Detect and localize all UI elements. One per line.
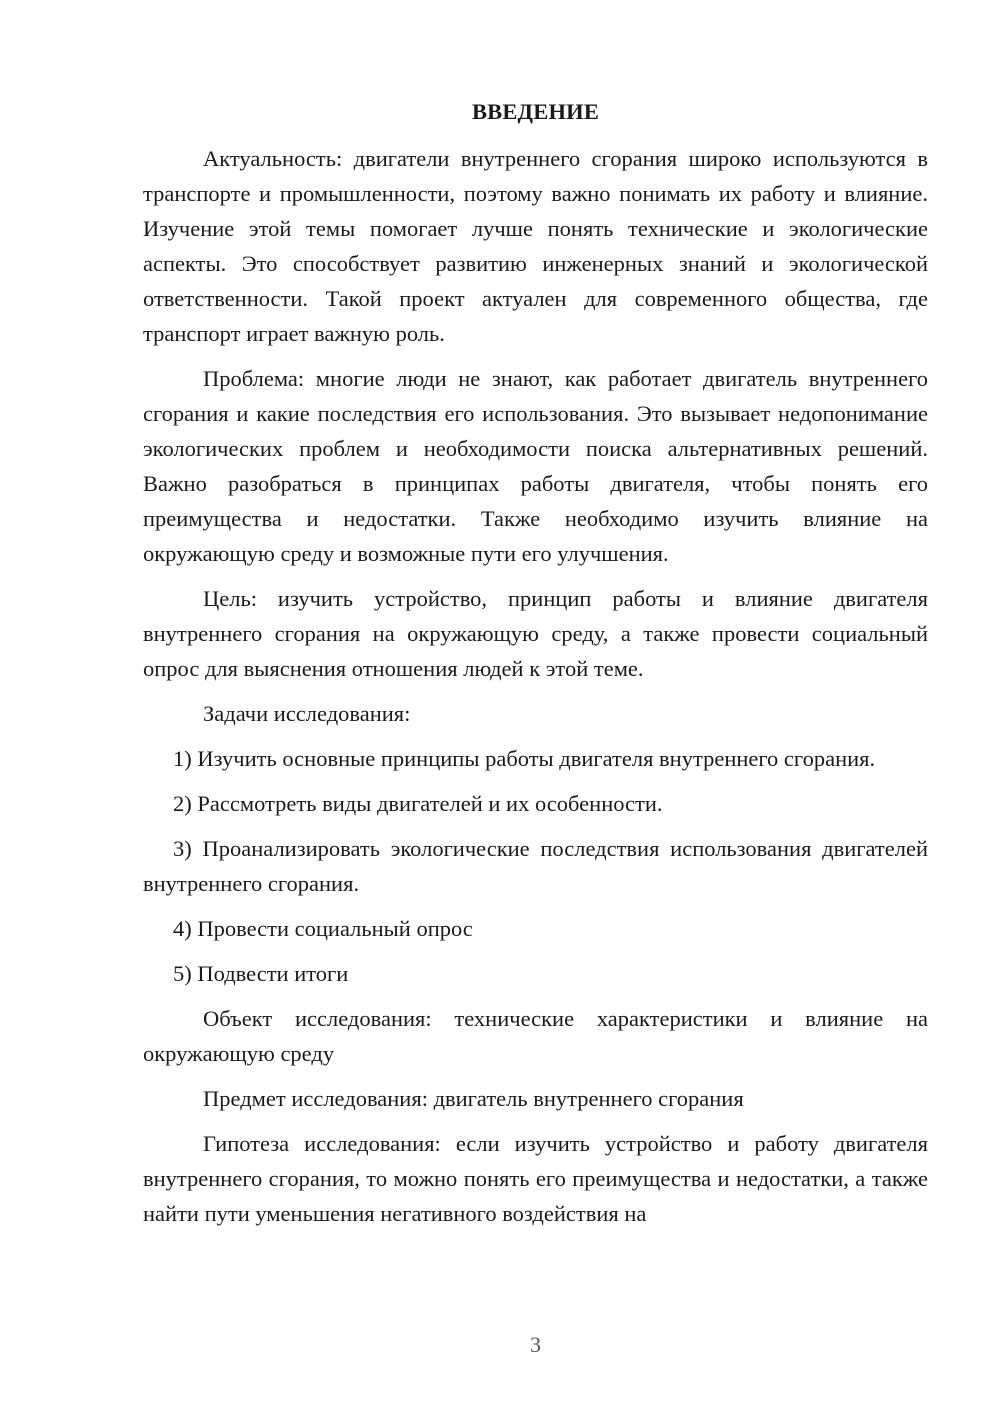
page-number: 3 xyxy=(530,1332,541,1357)
document-body xyxy=(143,94,928,1241)
section-heading: ВВЕДЕНИЕ xyxy=(471,99,600,124)
hypothesis-paragraph: Гипотеза исследования: если изучить устройство и работу двигателя внутреннего сгорания, то можно понять его преимущества и недостатки, а также найти пути уменьшения негативного воздействия на xyxy=(143,1131,928,1226)
tasks-list xyxy=(143,741,928,991)
task-item: 4) Провести социальный опрос xyxy=(173,916,473,941)
task-item: 1) Изучить основные принципы работы двигателя внутреннего сгорания. xyxy=(173,746,876,771)
task-item: 3) Проанализировать экологические последствия использования двигателей внутреннего сгорания. xyxy=(143,836,928,896)
problem-paragraph: Проблема: многие люди не знают, как работает двигатель внутреннего сгорания и какие последствия его использования. Это вызывает недопонимание экологических проблем и необходимости поиска альтернативных решений. Важно разобраться в принципах работы двигателя, чтобы понять его преимущества и недостатки. Также необходимо изучить влияние на окружающую среду и возможные пути его улучшения. xyxy=(143,366,928,566)
task-item: 5) Подвести итоги xyxy=(173,961,349,986)
tasks-title: Задачи исследования: xyxy=(203,701,411,726)
goal-paragraph: Цель: изучить устройство, принцип работы и влияние двигателя внутреннего сгорания на окружающую среду, а также провести социальный опрос для выяснения отношения людей к этой теме. xyxy=(143,586,928,681)
relevance-paragraph: Актуальность: двигатели внутреннего сгорания широко используются в транспорте и промышленности, поэтому важно понимать их работу и влияние. Изучение этой темы помогает лучше понять технические и экологические аспекты. Это способствует развитию инженерных знаний и экологической ответственности. Такой проект актуален для современного общества, где транспорт играет важную роль. xyxy=(143,146,928,346)
task-item: 2) Рассмотреть виды двигателей и их особенности. xyxy=(173,791,663,816)
subject-paragraph: Предмет исследования: двигатель внутреннего сгорания xyxy=(203,1086,744,1111)
object-paragraph: Объект исследования: технические характеристики и влияние на окружающую среду xyxy=(143,1006,928,1066)
